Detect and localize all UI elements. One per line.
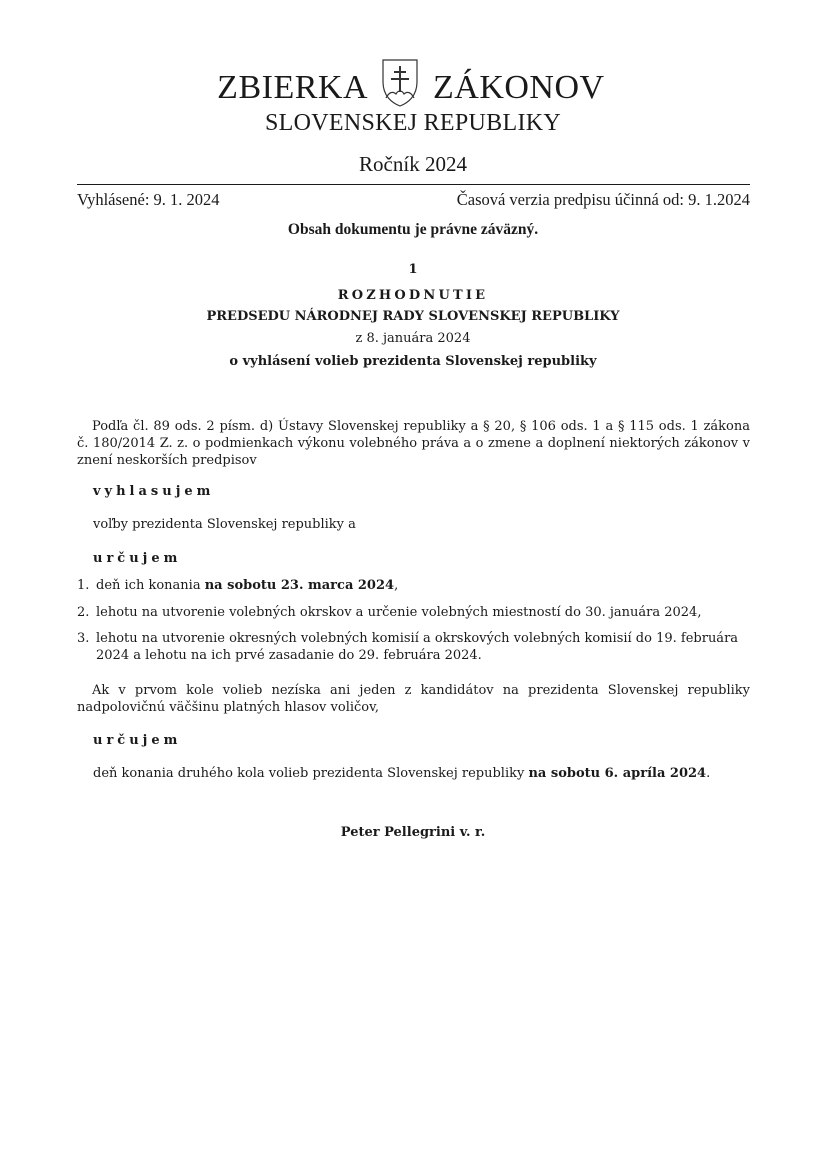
list-item-number: 2. bbox=[77, 605, 90, 620]
declare-text: voľby prezidenta Slovenskej republiky a bbox=[93, 517, 356, 532]
document-number: 1 bbox=[408, 262, 418, 277]
item-date-bold: na sobotu 23. marca 2024 bbox=[204, 578, 395, 593]
masthead-title-right: ZÁKONOV bbox=[433, 69, 605, 106]
list-item-text: lehotu na utvorenie okresných volebných komisií a okrskových volebných komisií do 19. februára 2024 a lehotu na ich prvé zasadanie do 29. februára 2024. bbox=[96, 631, 739, 663]
header-divider bbox=[77, 184, 750, 185]
effective-date: Časová verzia predpisu účinná od: 9. 1.2024 bbox=[456, 190, 750, 209]
signature: Peter Pellegrini v. r. bbox=[340, 825, 486, 840]
document-date: z 8. januára 2024 bbox=[355, 331, 471, 346]
promulgation-date: Vyhlásené: 9. 1. 2024 bbox=[77, 190, 220, 209]
masthead-subtitle: SLOVENSKEJ REPUBLIKY bbox=[264, 110, 561, 136]
second-round-date: na sobotu 6. apríla 2024 bbox=[528, 766, 707, 781]
masthead bbox=[0, 58, 826, 110]
list-item bbox=[77, 630, 750, 664]
condition-paragraph: Ak v prvom kole volieb nezíska ani jeden z kandidátov na prezidenta Slovenskej republiky nadpolovičnú väčšinu platných hlasov voličov, bbox=[77, 683, 750, 715]
volume-label: Ročník 2024 bbox=[359, 152, 467, 176]
keyword-determine: určujem bbox=[93, 551, 182, 566]
intro-paragraph: Podľa čl. 89 ods. 2 písm. d) Ústavy Slovenskej republiky a § 20, § 106 ods. 1 a § 115 ods. 1 zákona č. 180/2014 Z. z. o podmienkach výkonu volebného práva a o zmene a doplnení niektorých zákonov v znení neskorších predpisov bbox=[77, 419, 750, 468]
document-type: ROZHODNUTIE bbox=[337, 288, 489, 303]
keyword-determine-second: určujem bbox=[93, 733, 182, 748]
coat-of-arms-icon bbox=[380, 58, 420, 108]
list-item bbox=[77, 604, 750, 621]
binding-note: Obsah dokumentu je právne záväzný. bbox=[287, 221, 539, 238]
list-item bbox=[77, 577, 750, 594]
masthead-title-left: ZBIERKA bbox=[217, 69, 368, 106]
list-item-number: 1. bbox=[77, 578, 90, 593]
list-item-number: 3. bbox=[77, 631, 90, 646]
list-item-text bbox=[96, 577, 750, 594]
keyword-declare: vyhlasujem bbox=[93, 484, 215, 499]
second-round-text bbox=[93, 766, 710, 781]
item-tail: , bbox=[394, 578, 399, 593]
second-round-tail: . bbox=[706, 766, 711, 781]
list-item-text: lehotu na utvorenie volebných okrskov a určenie volebných miestností do 30. januára 2024, bbox=[96, 605, 702, 620]
document-subject: o vyhlásení volieb prezidenta Slovenskej republiky bbox=[229, 354, 597, 369]
document-issuer: PREDSEDU NÁRODNEJ RADY SLOVENSKEJ REPUBLIKY bbox=[206, 309, 620, 324]
item-text: deň ich konania bbox=[96, 578, 205, 593]
second-round-lead: deň konania druhého kola volieb prezidenta Slovenskej republiky bbox=[93, 766, 529, 781]
